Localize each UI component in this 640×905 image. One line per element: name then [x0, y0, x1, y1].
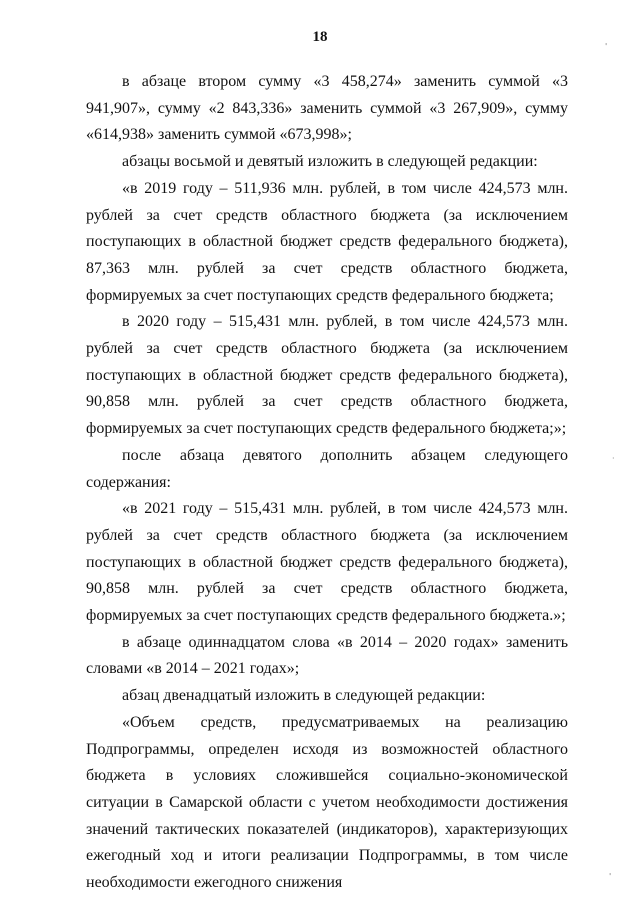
document-body	[86, 69, 568, 897]
scan-speck: ·	[612, 454, 615, 463]
page-number: 18	[312, 29, 328, 45]
paragraph-instruction-abzats-8-9: абзацы восьмой и девятый изложить в следующей редакции:	[122, 153, 538, 171]
scan-speck: '	[609, 872, 612, 881]
paragraph-amendment-abzats-2: в абзаце втором сумму «3 458,274» заменить суммой «3 941,907», сумму «2 843,336» заменить суммой «3 267,909», сумму «614,938» заменить суммой «673,998»;	[86, 73, 568, 144]
paragraph-2020-funding: в 2020 году – 515,431 млн. рублей, в том числе 424,573 млн. рублей за счет средств областного бюджета (за исключением поступающих в областной бюджет средств федерального бюджета), 90,858 млн. рублей за счет средств областного бюджета, формируемых за счет поступающих средств федерального бюджета;»;	[86, 313, 568, 438]
paragraph-2021-funding: «в 2021 году – 515,431 млн. рублей, в том числе 424,573 млн. рублей за счет средств областного бюджета (за исключением поступающих в областной бюджет средств федерального бюджета), 90,858 млн. рублей за счет средств областного бюджета, формируемых за счет поступающих средств федерального бюджета.»;	[86, 500, 568, 625]
scan-speck: '	[605, 42, 608, 51]
paragraph-instruction-add-abzats: после абзаца девятого дополнить абзацем следующего содержания:	[86, 446, 568, 491]
paragraph-instruction-abzats-12: абзац двенадцатый изложить в следующей редакции:	[122, 687, 486, 705]
paragraph-funding-volume: «Объем средств, предусматриваемых на реализацию Подпрограммы, определен исходя из возможностей областного бюджета в условиях сложившейся социально-экономической ситуации в Самарской области с учетом необходимости достижения значений тактических показателей (индикаторов), характеризующих ежегодный ход и итоги реализации Подпрограммы, в том числе необходимости ежегодного снижения	[86, 713, 568, 892]
paragraph-amendment-abzats-11: в абзаце одиннадцатом слова «в 2014 – 2020 годах» заменить словами «в 2014 – 2021 годах»;	[86, 633, 568, 678]
paragraph-2019-funding: «в 2019 году – 511,936 млн. рублей, в том числе 424,573 млн. рублей за счет средств областного бюджета (за исключением поступающих в областной бюджет средств федерального бюджета), 87,363 млн. рублей за счет средств областного бюджета, формируемых за счет поступающих средств федерального бюджета;	[86, 179, 568, 304]
